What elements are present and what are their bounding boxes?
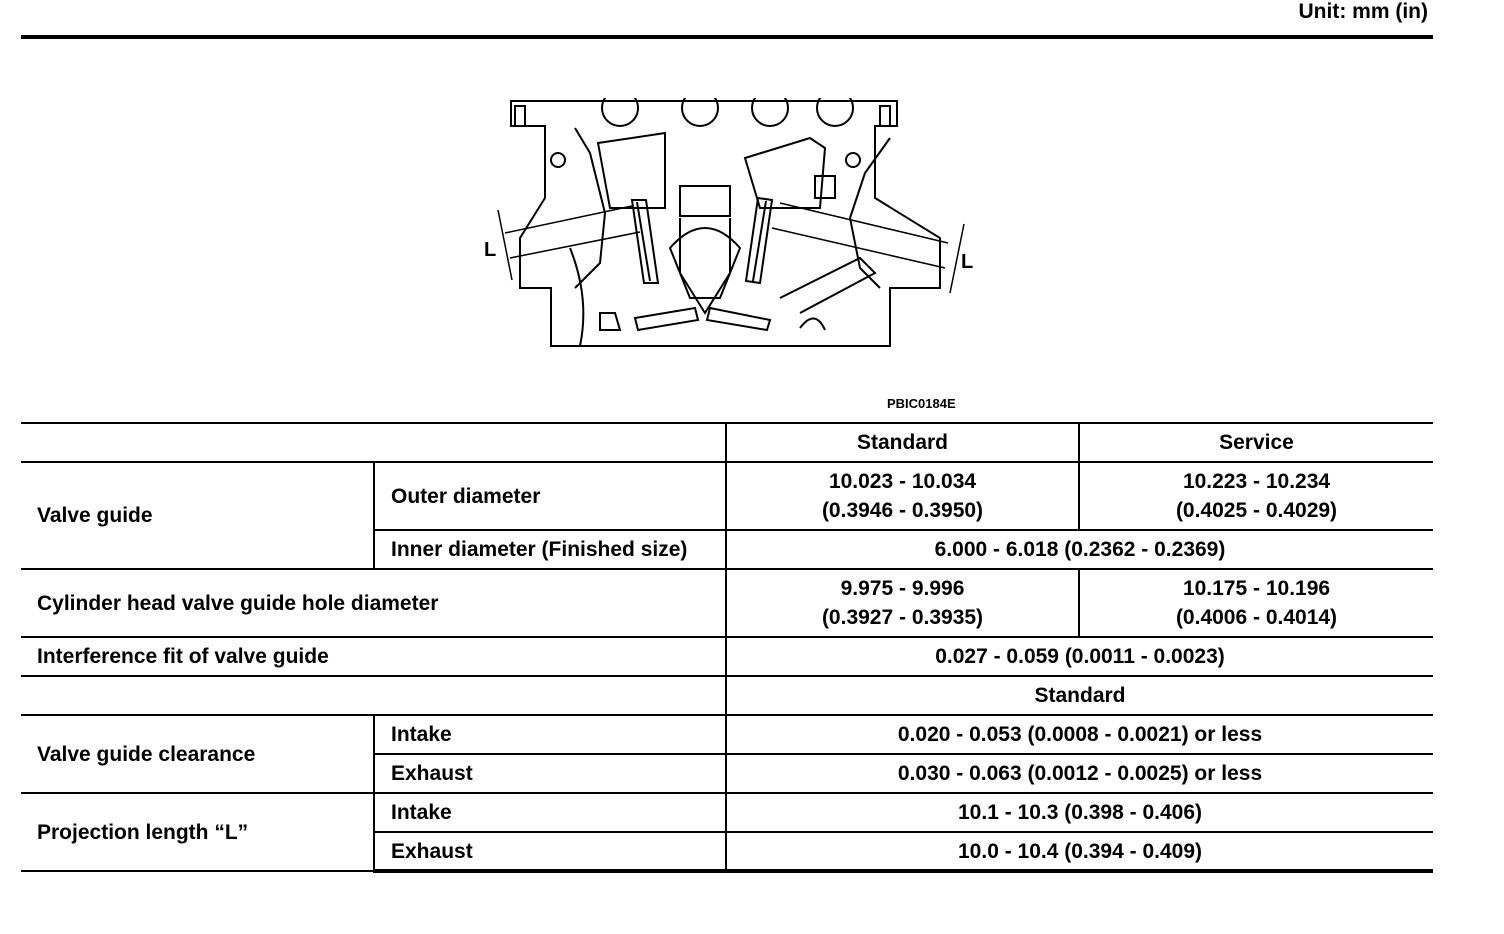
outer-diameter-standard-in: (0.3946 - 0.3950): [821, 499, 984, 522]
clearance-intake-label: Intake: [374, 715, 726, 754]
outer-diameter-standard: [726, 462, 1079, 530]
valve-guide-spec-table: [21, 422, 1433, 873]
table-row: [21, 462, 1433, 530]
clearance-exhaust-label: Exhaust: [374, 754, 726, 793]
right-dimension-label: L: [961, 251, 974, 273]
hole-diameter-service-mm: 10.175 - 10.196: [1182, 577, 1331, 600]
hole-diameter-service-in: (0.4006 - 0.4014): [1175, 606, 1338, 629]
table-row: [21, 793, 1433, 832]
projection-intake-value: 10.1 - 10.3 (0.398 - 0.406): [726, 793, 1433, 832]
table-header-row: [21, 423, 1433, 462]
clearance-exhaust-value: 0.030 - 0.063 (0.0012 - 0.0025) or less: [726, 754, 1433, 793]
outer-diameter-standard-mm: 10.023 - 10.034: [828, 470, 977, 493]
projection-exhaust-value: 10.0 - 10.4 (0.394 - 0.409): [726, 832, 1433, 871]
outer-diameter-service: [1079, 462, 1433, 530]
cylinder-head-diagram: [480, 98, 980, 350]
header-service: Service: [1079, 423, 1433, 462]
clearance-intake-value: 0.020 - 0.053 (0.0008 - 0.0021) or less: [726, 715, 1433, 754]
outer-diameter-label: Outer diameter: [374, 462, 726, 530]
projection-label: Projection length “L”: [21, 793, 374, 871]
inner-diameter-value: 6.000 - 6.018 (0.2362 - 0.2369): [726, 530, 1433, 569]
table-row: [21, 569, 1433, 637]
projection-exhaust-label: Exhaust: [374, 832, 726, 871]
left-dimension-label: L: [484, 239, 497, 261]
table-subheader-row: [21, 676, 1433, 715]
header-empty-cell: [21, 423, 726, 462]
table-row: [21, 715, 1433, 754]
header-standard: Standard: [726, 423, 1079, 462]
top-rule: [21, 35, 1433, 39]
hole-diameter-label: Cylinder head valve guide hole diameter: [21, 569, 726, 637]
inner-diameter-label: Inner diameter (Finished size): [374, 530, 726, 569]
subheader-standard: Standard: [726, 676, 1433, 715]
hole-diameter-standard-mm: 9.975 - 9.996: [840, 577, 965, 600]
hole-diameter-service: [1079, 569, 1433, 637]
outer-diameter-service-mm: 10.223 - 10.234: [1182, 470, 1331, 493]
interference-fit-label: Interference fit of valve guide: [21, 637, 726, 676]
table-row: [21, 637, 1433, 676]
outer-diameter-service-in: (0.4025 - 0.4029): [1175, 499, 1338, 522]
hole-diameter-standard-in: (0.3927 - 0.3935): [821, 606, 984, 629]
clearance-label: Valve guide clearance: [21, 715, 374, 793]
hole-diameter-standard: [726, 569, 1079, 637]
interference-fit-value: 0.027 - 0.059 (0.0011 - 0.0023): [726, 637, 1433, 676]
valve-guide-label: Valve guide: [21, 462, 374, 569]
subheader-empty-cell: [21, 676, 726, 715]
unit-label: Unit: mm (in): [1298, 0, 1428, 23]
figure-code: PBIC0184E: [887, 396, 956, 411]
projection-intake-label: Intake: [374, 793, 726, 832]
